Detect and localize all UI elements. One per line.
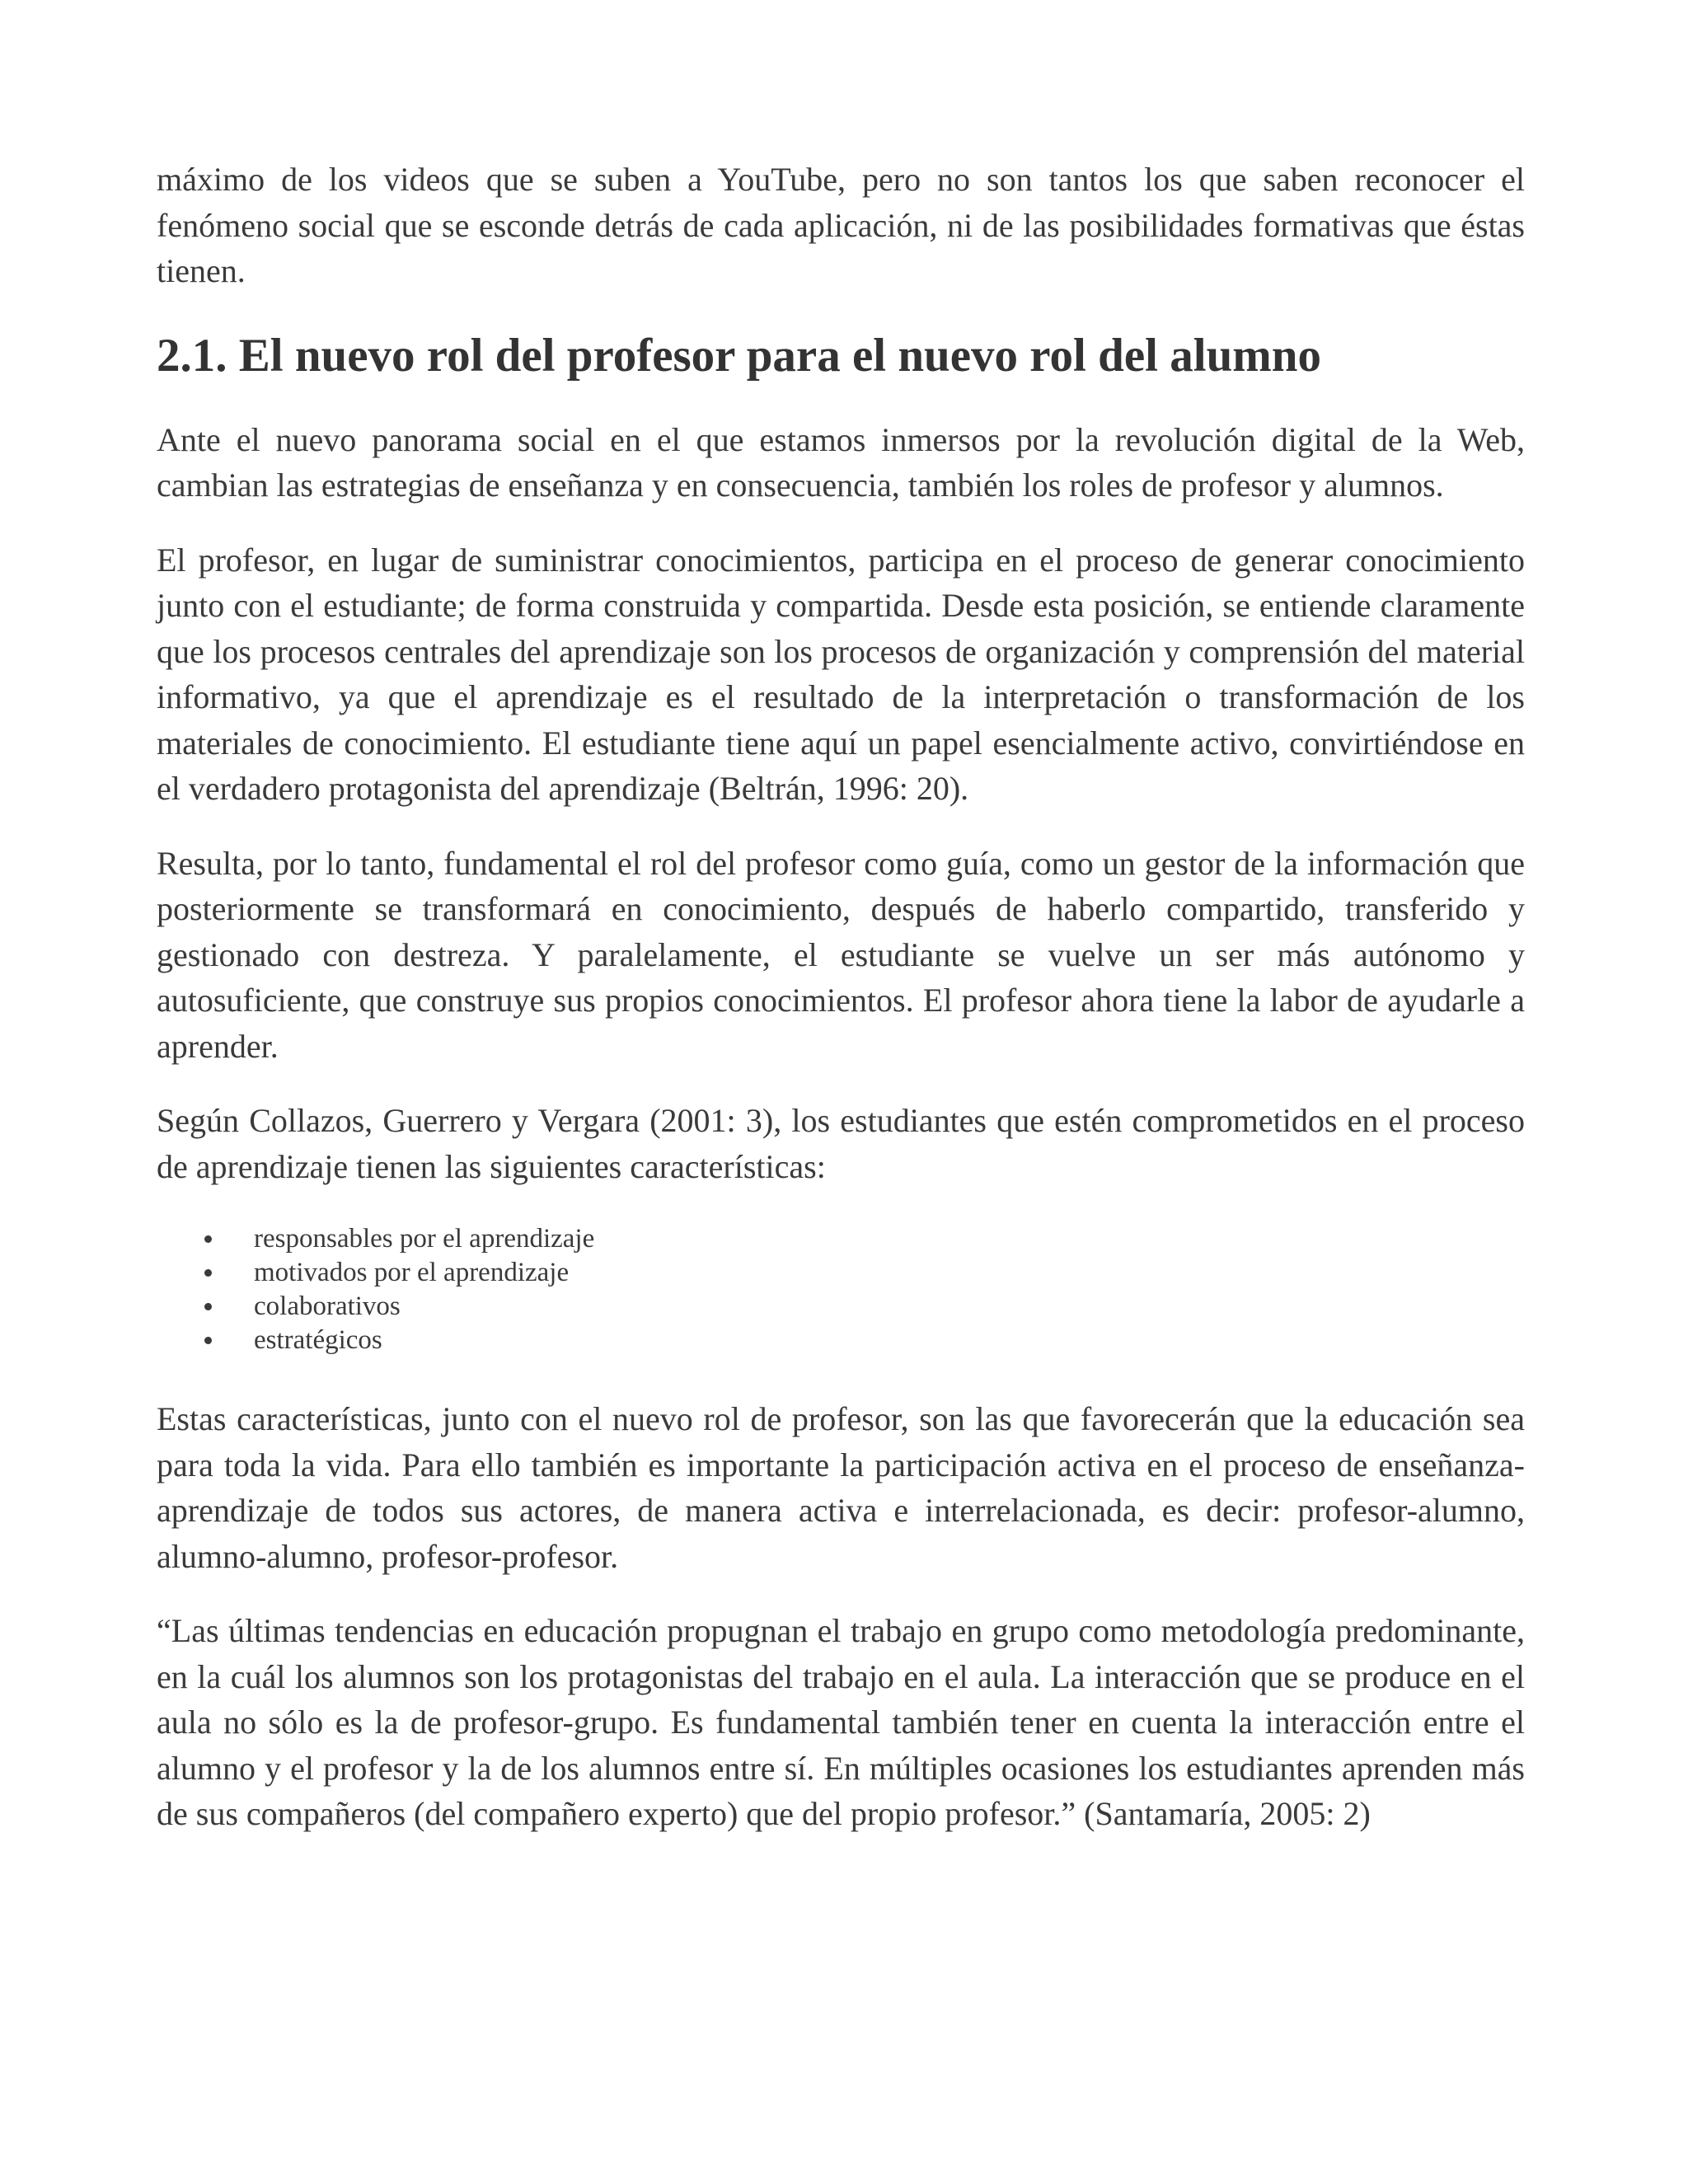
document-page [157, 157, 1525, 1837]
paragraph: Estas características, junto con el nuevo rol de profesor, son las que favorecerán que la educación sea para toda la vida. Para ello también es importante la participación activa en el proceso de enseñanza-aprendizaje de todos sus actores, de manera activa e interrelacionada, es decir: profesor-alumno, alumno-alumno, profesor-profesor. [157, 1400, 1525, 1575]
bullet-icon [204, 1303, 212, 1310]
list-item-text: colaborativos [254, 1291, 401, 1321]
paragraph: Ante el nuevo panorama social en el que estamos inmersos por la revolución digital de la Web, cambian las estrategias de enseñanza y en consecuencia, también los roles de profesor y alumnos. [157, 420, 1525, 504]
intro-paragraph: máximo de los videos que se suben a YouTube, pero no son tantos los que saben reconocer el fenómeno social que se esconde detrás de cada aplicación, ni de las posibilidades formativas que éstas tienen. [157, 161, 1525, 289]
section-heading: 2.1. El nuevo rol del profesor para el nuevo rol del alumno [157, 329, 1321, 382]
list-item [157, 1324, 1525, 1357]
list-item-text: responsables por el aprendizaje [254, 1224, 595, 1254]
quote-paragraph: “Las últimas tendencias en educación propugnan el trabajo en grupo como metodología predominante, en la cuál los alumnos son los protagonistas del trabajo en el aula. La interacción que se produce en el aula no sólo es la de profesor-grupo. Es fundamental también tener en cuenta la interacción entre el alumno y el profesor y la de los alumnos entre sí. En múltiples ocasiones los estudiantes aprenden más de sus compañeros (del compañero experto) que del propio profesor.” (Santamaría, 2005: 2) [157, 1612, 1525, 1832]
bullet-icon [204, 1269, 212, 1277]
list-item [157, 1256, 1525, 1290]
characteristics-list [157, 1222, 1525, 1357]
bullet-icon [204, 1337, 212, 1344]
paragraph: El profesor, en lugar de suministrar conocimientos, participa en el proceso de generar conocimiento junto con el estudiante; de forma construida y compartida. Desde esta posición, se entiende claramente que los procesos centrales del aprendizaje son los procesos de organización y comprensión del material informativo, ya que el aprendizaje es el resultado de la interpretación o transformación de los materiales de conocimiento. El estudiante tiene aquí un papel esencialmente activo, convirtiéndose en el verdadero protagonista del aprendizaje (Beltrán, 1996: 20). [157, 541, 1525, 807]
list-item [157, 1290, 1525, 1324]
paragraph: Según Collazos, Guerrero y Vergara (2001: 3), los estudiantes que estén comprometidos en el proceso de aprendizaje tienen las siguientes características: [157, 1102, 1525, 1185]
bullet-icon [204, 1235, 212, 1243]
list-item-text: estratégicos [254, 1325, 382, 1355]
paragraph: Resulta, por lo tanto, fundamental el rol del profesor como guía, como un gestor de la información que posteriormente se transformará en conocimiento, después de haberlo compartido, transferido y gestionado con destreza. Y paralelamente, el estudiante se vuelve un ser más autónomo y autosuficiente, que construye sus propios conocimientos. El profesor ahora tiene la labor de ayudarle a aprender. [157, 844, 1525, 1065]
list-item [157, 1222, 1525, 1256]
list-item-text: motivados por el aprendizaje [254, 1258, 570, 1287]
